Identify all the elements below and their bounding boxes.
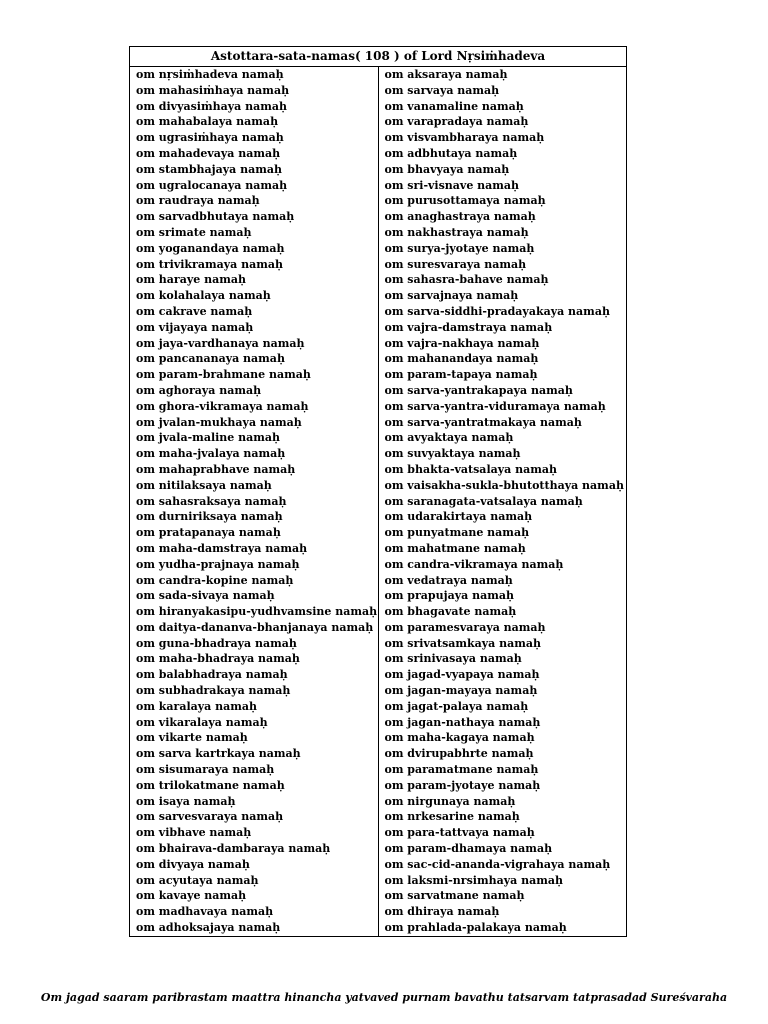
table-row — [130, 794, 627, 810]
right-name-cell: om vajra-damstraya namaḥ — [378, 320, 627, 336]
right-name-cell: om varapradaya namaḥ — [378, 114, 627, 130]
left-name-cell: om yudha-prajnaya namaḥ — [130, 557, 379, 573]
table-row — [130, 667, 627, 683]
right-name-cell: om punyatmane namaḥ — [378, 525, 627, 541]
right-name-cell: om sarva-yantrakapaya namaḥ — [378, 383, 627, 399]
left-name-cell: om candra-kopine namaḥ — [130, 573, 379, 589]
left-name-cell: om nṛsiṁhadeva namaḥ — [130, 67, 379, 83]
table-row — [130, 257, 627, 273]
left-name-cell: om subhadrakaya namaḥ — [130, 683, 379, 699]
table-row — [130, 541, 627, 557]
left-name-cell: om guna-bhadraya namaḥ — [130, 636, 379, 652]
right-name-cell: om param-tapaya namaḥ — [378, 367, 627, 383]
left-name-cell: om divyaya namaḥ — [130, 857, 379, 873]
left-name-cell: om kavaye namaḥ — [130, 888, 379, 904]
right-name-cell: om jagad-vyapaya namaḥ — [378, 667, 627, 683]
right-name-cell: om sarvajnaya namaḥ — [378, 288, 627, 304]
names-table — [129, 46, 627, 937]
left-name-cell: om divyasiṁhaya namaḥ — [130, 99, 379, 115]
left-name-cell: om mahasiṁhaya namaḥ — [130, 83, 379, 99]
left-name-cell: om pancananaya namaḥ — [130, 351, 379, 367]
table-row — [130, 809, 627, 825]
left-name-cell: om mahabalaya namaḥ — [130, 114, 379, 130]
left-name-cell: om sarva kartrkaya namaḥ — [130, 746, 379, 762]
left-name-cell: om vijayaya namaḥ — [130, 320, 379, 336]
right-name-cell: om avyaktaya namaḥ — [378, 430, 627, 446]
right-name-cell: om candra-vikramaya namaḥ — [378, 557, 627, 573]
left-name-cell: om aghoraya namaḥ — [130, 383, 379, 399]
table-row — [130, 193, 627, 209]
right-name-cell: om suvyaktaya namaḥ — [378, 446, 627, 462]
left-name-cell: om balabhadraya namaḥ — [130, 667, 379, 683]
table-row — [130, 620, 627, 636]
left-name-cell: om stambhajaya namaḥ — [130, 162, 379, 178]
table-row — [130, 857, 627, 873]
left-name-cell: om mahadevaya namaḥ — [130, 146, 379, 162]
right-name-cell: om sarva-siddhi-pradayakaya namaḥ — [378, 304, 627, 320]
table-row — [130, 178, 627, 194]
right-name-cell: om jagat-palaya namaḥ — [378, 699, 627, 715]
right-name-cell: om srinivasaya namaḥ — [378, 651, 627, 667]
left-name-cell: om mahaprabhave namaḥ — [130, 462, 379, 478]
left-name-cell: om jaya-vardhanaya namaḥ — [130, 336, 379, 352]
table-row — [130, 225, 627, 241]
table-row — [130, 888, 627, 904]
footer-verse: Om jagad saaram paribrastam maattra hinancha yatvaved purnam bavathu tatsarvam tatprasadad Sureśvaraha — [40, 991, 728, 1004]
right-name-cell: om aksaraya namaḥ — [378, 67, 627, 83]
left-name-cell: om trivikramaya namaḥ — [130, 257, 379, 273]
right-name-cell: om prahlada-palakaya namaḥ — [378, 920, 627, 936]
right-name-cell: om surya-jyotaye namaḥ — [378, 241, 627, 257]
table-row — [130, 114, 627, 130]
right-name-cell: om laksmi-nrsimhaya namaḥ — [378, 873, 627, 889]
table-row — [130, 462, 627, 478]
right-name-cell: om sarvaya namaḥ — [378, 83, 627, 99]
table-row — [130, 904, 627, 920]
left-name-cell: om adhoksajaya namaḥ — [130, 920, 379, 936]
table-row — [130, 99, 627, 115]
table-row — [130, 778, 627, 794]
left-name-cell: om ugralocanaya namaḥ — [130, 178, 379, 194]
left-name-cell: om yoganandaya namaḥ — [130, 241, 379, 257]
table-row — [130, 446, 627, 462]
right-name-cell: om sarva-yantratmakaya namaḥ — [378, 415, 627, 431]
right-name-cell: om paramesvaraya namaḥ — [378, 620, 627, 636]
table-row — [130, 351, 627, 367]
left-name-cell: om sarvadbhutaya namaḥ — [130, 209, 379, 225]
table-row — [130, 715, 627, 731]
left-name-cell: om ghora-vikramaya namaḥ — [130, 399, 379, 415]
table-row — [130, 209, 627, 225]
right-name-cell: om bhagavate namaḥ — [378, 604, 627, 620]
table-row — [130, 651, 627, 667]
table-row — [130, 272, 627, 288]
table-row — [130, 430, 627, 446]
right-name-cell: om sahasra-bahave namaḥ — [378, 272, 627, 288]
right-name-cell: om vaisakha-sukla-bhutotthaya namaḥ — [378, 478, 627, 494]
right-name-cell: om mahanandaya namaḥ — [378, 351, 627, 367]
right-name-cell: om nakhastraya namaḥ — [378, 225, 627, 241]
left-name-cell: om vibhave namaḥ — [130, 825, 379, 841]
table-row — [130, 399, 627, 415]
table-row — [130, 83, 627, 99]
left-name-cell: om karalaya namaḥ — [130, 699, 379, 715]
left-name-cell: om madhavaya namaḥ — [130, 904, 379, 920]
left-name-cell: om maha-damstraya namaḥ — [130, 541, 379, 557]
right-name-cell: om sarva-yantra-viduramaya namaḥ — [378, 399, 627, 415]
left-name-cell: om jvalan-mukhaya namaḥ — [130, 415, 379, 431]
right-name-cell: om vedatraya namaḥ — [378, 573, 627, 589]
left-name-cell: om vikaralaya namaḥ — [130, 715, 379, 731]
table-row — [130, 494, 627, 510]
left-name-cell: om jvala-maline namaḥ — [130, 430, 379, 446]
table-row — [130, 683, 627, 699]
table-row — [130, 383, 627, 399]
table-row — [130, 130, 627, 146]
table-row — [130, 746, 627, 762]
right-name-cell: om sac-cid-ananda-vigrahaya namaḥ — [378, 857, 627, 873]
left-name-cell: om sisumaraya namaḥ — [130, 762, 379, 778]
table-row — [130, 762, 627, 778]
left-name-cell: om nitilaksaya namaḥ — [130, 478, 379, 494]
left-name-cell: om pratapanaya namaḥ — [130, 525, 379, 541]
left-name-cell: om sada-sivaya namaḥ — [130, 588, 379, 604]
right-name-cell: om para-tattvaya namaḥ — [378, 825, 627, 841]
table-row — [130, 636, 627, 652]
table-row — [130, 288, 627, 304]
table-row — [130, 162, 627, 178]
right-name-cell: om paramatmane namaḥ — [378, 762, 627, 778]
table-row — [130, 336, 627, 352]
right-name-cell: om dvirupabhrte namaḥ — [378, 746, 627, 762]
left-name-cell: om maha-bhadraya namaḥ — [130, 651, 379, 667]
right-name-cell: om vanamaline namaḥ — [378, 99, 627, 115]
table-row — [130, 730, 627, 746]
left-name-cell: om cakrave namaḥ — [130, 304, 379, 320]
table-row — [130, 304, 627, 320]
table-row — [130, 557, 627, 573]
table-row — [130, 509, 627, 525]
left-name-cell: om acyutaya namaḥ — [130, 873, 379, 889]
right-name-cell: om param-jyotaye namaḥ — [378, 778, 627, 794]
table-row — [130, 525, 627, 541]
right-name-cell: om adbhutaya namaḥ — [378, 146, 627, 162]
left-name-cell: om durniriksaya namaḥ — [130, 509, 379, 525]
left-name-cell: om raudraya namaḥ — [130, 193, 379, 209]
right-name-cell: om udarakirtaya namaḥ — [378, 509, 627, 525]
left-name-cell: om daitya-dananva-bhanjanaya namaḥ — [130, 620, 379, 636]
right-name-cell: om maha-kagaya namaḥ — [378, 730, 627, 746]
table-title: Astottara-sata-namas( 108 ) of Lord Nṛsiṁhadeva — [130, 47, 627, 67]
left-name-cell: om param-brahmane namaḥ — [130, 367, 379, 383]
table-row — [130, 920, 627, 936]
right-name-cell: om nrkesarine namaḥ — [378, 809, 627, 825]
table-row — [130, 588, 627, 604]
right-name-cell: om nirgunaya namaḥ — [378, 794, 627, 810]
right-name-cell: om bhavyaya namaḥ — [378, 162, 627, 178]
left-name-cell: om sarvesvaraya namaḥ — [130, 809, 379, 825]
right-name-cell: om bhakta-vatsalaya namaḥ — [378, 462, 627, 478]
left-name-cell: om bhairava-dambaraya namaḥ — [130, 841, 379, 857]
right-name-cell: om saranagata-vatsalaya namaḥ — [378, 494, 627, 510]
right-name-cell: om sri-visnave namaḥ — [378, 178, 627, 194]
right-name-cell: om srivatsamkaya namaḥ — [378, 636, 627, 652]
left-name-cell: om kolahalaya namaḥ — [130, 288, 379, 304]
right-name-cell: om purusottamaya namaḥ — [378, 193, 627, 209]
right-name-cell: om anaghastraya namaḥ — [378, 209, 627, 225]
right-name-cell: om visvambharaya namaḥ — [378, 130, 627, 146]
right-name-cell: om dhiraya namaḥ — [378, 904, 627, 920]
names-table-body — [130, 67, 627, 937]
table-header-row — [130, 47, 627, 67]
table-row — [130, 841, 627, 857]
table-row — [130, 320, 627, 336]
table-row — [130, 367, 627, 383]
table-row — [130, 699, 627, 715]
right-name-cell: om suresvaraya namaḥ — [378, 257, 627, 273]
left-name-cell: om isaya namaḥ — [130, 794, 379, 810]
right-name-cell: om jagan-mayaya namaḥ — [378, 683, 627, 699]
right-name-cell: om sarvatmane namaḥ — [378, 888, 627, 904]
right-name-cell: om param-dhamaya namaḥ — [378, 841, 627, 857]
right-name-cell: om mahatmane namaḥ — [378, 541, 627, 557]
table-row — [130, 241, 627, 257]
table-row — [130, 873, 627, 889]
table-row — [130, 573, 627, 589]
left-name-cell: om ugrasiṁhaya namaḥ — [130, 130, 379, 146]
table-row — [130, 415, 627, 431]
left-name-cell: om haraye namaḥ — [130, 272, 379, 288]
left-name-cell: om hiranyakasipu-yudhvamsine namaḥ — [130, 604, 379, 620]
right-name-cell: om vajra-nakhaya namaḥ — [378, 336, 627, 352]
table-row — [130, 67, 627, 83]
table-row — [130, 825, 627, 841]
left-name-cell: om srimate namaḥ — [130, 225, 379, 241]
right-name-cell: om prapujaya namaḥ — [378, 588, 627, 604]
right-name-cell: om jagan-nathaya namaḥ — [378, 715, 627, 731]
left-name-cell: om sahasraksaya namaḥ — [130, 494, 379, 510]
table-row — [130, 604, 627, 620]
table-row — [130, 478, 627, 494]
left-name-cell: om vikarte namaḥ — [130, 730, 379, 746]
left-name-cell: om trilokatmane namaḥ — [130, 778, 379, 794]
table-row — [130, 146, 627, 162]
left-name-cell: om maha-jvalaya namaḥ — [130, 446, 379, 462]
